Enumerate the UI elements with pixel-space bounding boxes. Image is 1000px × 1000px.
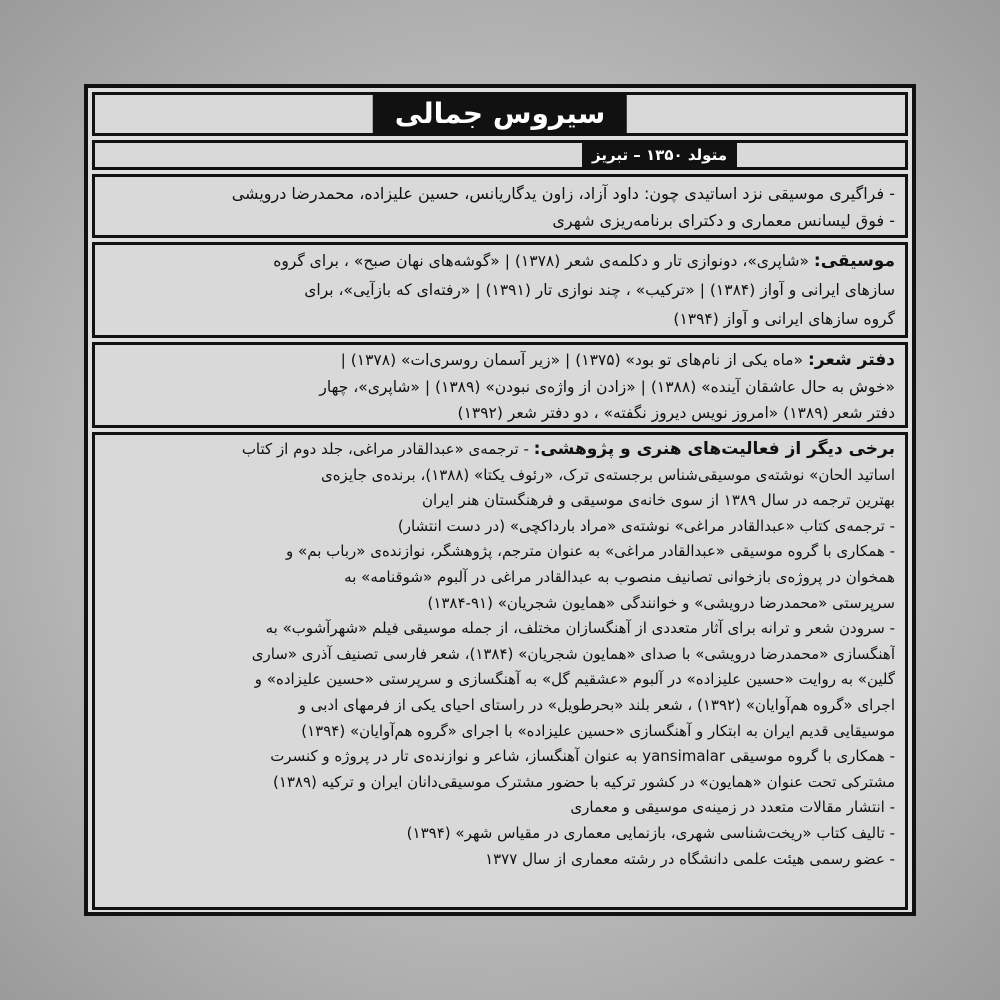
page-title: سیروس جمالی bbox=[373, 92, 627, 136]
music-line-text: «شاپری»، دونوازی تار و دکلمه‌ی شعر (۱۳۷۸) | «گوشه‌های نهان صبح» ، برای گروه bbox=[273, 252, 814, 270]
education-text bbox=[103, 180, 895, 234]
education-box bbox=[92, 174, 908, 238]
activities-line bbox=[103, 437, 895, 463]
poetry-line: دفتر شعر (۱۳۸۹) «امروز نویس دیروز نگفته» ، دو دفتر شعر (۱۳۹۲) bbox=[457, 404, 895, 422]
activities-line: - انتشار مقالات متعدد در زمینه‌ی موسیقی و معماری bbox=[570, 798, 895, 817]
music-line bbox=[103, 247, 895, 276]
birth-box bbox=[92, 140, 908, 170]
activities-line: - همکاری با گروه موسیقی yansimalar به عنوان آهنگساز، شاعر و نوازنده‌ی تار در پروژه و کنسرت bbox=[270, 747, 895, 766]
activities-line-text: - ترجمه‌ی «عبدالقادر مراغی، جلد دوم از کتاب bbox=[241, 440, 534, 458]
activities-line: اساتید الحان» نوشته‌ی موسیقی‌شناس برجسته‌ی ترک، «رئوف یکتا» (۱۳۸۸)، برنده‌ی جایزه‌ی bbox=[320, 465, 895, 484]
education-line: - فراگیری موسیقی نزد اساتیدی چون: داود آزاد، زاون یدگاریانس، حسین علیزاده، محمدرضا درویشی bbox=[231, 184, 895, 203]
activities-text bbox=[103, 437, 895, 872]
activities-line: موسیقایی قدیم ایران به ابتکار و آهنگسازی «حسین علیزاده» با اجرای «گروه هم‌آوایان» (۱۳۹۴) bbox=[301, 721, 895, 740]
biography-frame bbox=[84, 84, 916, 916]
activities-line: اجرای «گروه هم‌آوایان» (۱۳۹۲) ، شعر بلند «بحرطویل» در راستای احیای یکی از فرمهای ادبی و bbox=[298, 695, 895, 714]
activities-line: همخوان در پروژه‌ی بازخوانی تصانیف منصوب به عبدالقادر مراغی در آلبوم «شوقنامه» به bbox=[344, 567, 895, 586]
music-text bbox=[103, 247, 895, 334]
activities-box bbox=[92, 432, 908, 910]
poetry-line: «خوش به حال عاشقان آینده» (۱۳۸۸) | «زادن از واژه‌ی نبودن» (۱۳۸۹) | «شاپری»، چهار bbox=[319, 377, 895, 396]
activities-line: بهترین ترجمه در سال ۱۳۸۹ از سوی خانه‌ی موسیقی و فرهنگستان هنر ایران bbox=[421, 491, 895, 510]
activities-line: آهنگسازی «محمدرضا درویشی» با صدای «همایون شجریان» (۱۳۸۴)، شعر فارسی تصنیف آذری «ساری bbox=[251, 644, 895, 663]
activities-line: - ترجمه‌ی کتاب «عبدالقادر مراغی» نوشته‌ی «مراد بارداکچی» (در دست انتشار) bbox=[397, 516, 895, 535]
activities-heading: برخی دیگر از فعالیت‌های هنری و پژوهشی: bbox=[533, 439, 895, 459]
poetry-box bbox=[92, 342, 908, 428]
music-box bbox=[92, 242, 908, 338]
activities-line: سرپرستی «محمدرضا درویشی» و خوانندگی «همایون شجریان» (۹۱-۱۳۸۴) bbox=[427, 593, 895, 612]
poetry-line-text: «ماه یکی از نام‌های تو بود» (۱۳۷۵) | «زیر آسمان روسری‌ات» (۱۳۷۸) | bbox=[340, 351, 809, 369]
activities-line: مشترکی تحت عنوان «همایون» در کشور ترکیه با حضور مشترک موسیقی‌دانان ایران و ترکیه (۱۳۸۹) bbox=[272, 772, 895, 791]
poetry-heading: دفتر شعر: bbox=[808, 350, 895, 370]
poetry-text bbox=[103, 347, 895, 427]
music-heading: موسیقی: bbox=[813, 251, 895, 271]
activities-line: - عضو رسمی هیئت علمی دانشگاه در رشته معماری از سال ۱۳۷۷ bbox=[485, 849, 895, 868]
music-line: سازهای ایرانی و آواز (۱۳۸۴) | «ترکیب» ، چند نوازی تار (۱۳۹۱) | «رفته‌ای که بازآیی»، برای bbox=[304, 281, 895, 299]
activities-line: - سرودن شعر و ترانه برای آثار متعددی از آهنگسازان مختلف، از جمله موسیقی فیلم «شهرآشوب» به bbox=[265, 619, 895, 638]
title-box bbox=[92, 92, 908, 136]
music-line: گروه سازهای ایرانی و آواز (۱۳۹۴) bbox=[673, 310, 895, 328]
activities-line: گلین» به روایت «حسین علیزاده» در آلبوم «عشقیم گل» به آهنگسازی و سرپرستی «حسین علیزاده» و bbox=[254, 670, 895, 689]
birth-info: متولد ۱۳۵۰ – تبریز bbox=[582, 140, 737, 170]
poetry-line bbox=[103, 347, 895, 374]
activities-line: - همکاری با گروه موسیقی «عبدالقادر مراغی» به عنوان مترجم، پژوهشگر، نوازنده‌ی «رباب بم» و bbox=[286, 542, 895, 561]
activities-line: - تالیف کتاب «ریخت‌شناسی شهری، بازنمایی معماری در مقیاس شهر» (۱۳۹۴) bbox=[406, 823, 895, 842]
education-line: - فوق لیسانس معماری و دکترای برنامه‌ریزی شهری bbox=[552, 211, 895, 230]
